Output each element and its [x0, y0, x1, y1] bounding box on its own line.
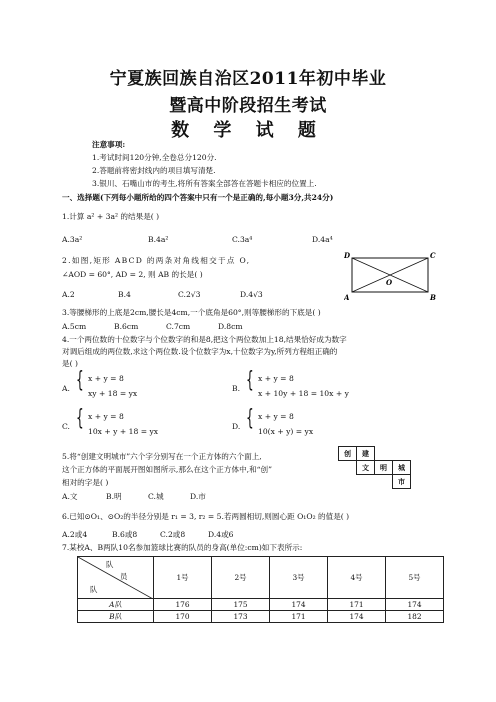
- corner-label-mid: 员: [120, 572, 128, 581]
- table-corner-cell: [78, 557, 154, 599]
- table-cell: 174: [386, 599, 444, 611]
- q6-option-b: B.6或8: [112, 530, 138, 539]
- question-5-line1: 5.将“创建文明城市”六个字分别写在一个正方体的六个面上,: [62, 452, 262, 461]
- net-cell-cheng: 城: [393, 461, 411, 475]
- table-row: [78, 599, 444, 611]
- table-cell: 182: [386, 611, 444, 623]
- q4-option-b-eq2: x + 10y + 18 = 10x + y: [258, 389, 349, 398]
- question-3-stem: 3.等腰梯形的上底是2cm,腰长是4cm,一个底角是60°,则等腰梯形的下底是( ): [62, 308, 321, 317]
- question-1-stem: 1.计算 a² + 3a² 的结果是( ): [62, 212, 160, 221]
- q4-option-a-eq1: x + y = 8: [88, 374, 124, 383]
- table-header-1: 1号: [154, 557, 212, 599]
- q3-option-c: C.7cm: [166, 322, 191, 331]
- net-cell-jian: 建: [357, 447, 375, 461]
- q3-option-b: B.6cm: [114, 322, 139, 331]
- q3-option-d: D.8cm: [218, 322, 243, 331]
- question-5-line2: 这个正方体的平面展开图如图所示,那么在这个正方体中,和“创”: [62, 465, 273, 474]
- q4-option-c-eq2: 10x + y + 18 = yx: [88, 427, 159, 436]
- q4-option-d-brace: {: [246, 406, 254, 431]
- question-4-line3: 是( ): [62, 359, 78, 368]
- q5-option-b: B.明: [106, 492, 122, 501]
- table-cell: 176: [154, 599, 212, 611]
- label-a: A: [344, 293, 350, 302]
- q2-option-a: A.2: [62, 290, 75, 299]
- table-header-2: 2号: [212, 557, 270, 599]
- label-c: C: [430, 251, 436, 260]
- note-item-3: 3.银川、石嘴山市的考生,将所有答案全部答在答题卡相应的位置上.: [92, 179, 317, 188]
- question-7-stem: 7.某校A、B两队10名参加篮球比赛的队员的身高(单位:cm)如下表所示:: [62, 543, 303, 552]
- table-cell: 171: [270, 611, 328, 623]
- corner-label-top: 队: [106, 560, 114, 569]
- q1-option-d: D.4a⁴: [312, 235, 333, 244]
- net-cell-wen: 文: [357, 461, 375, 475]
- q1-option-c: C.3a⁴: [232, 235, 253, 244]
- q5-option-a: A.文: [62, 492, 78, 501]
- net-cell-ming: 明: [375, 461, 393, 475]
- question-5-line3: 相对的字是( ): [62, 478, 109, 487]
- row-team-a: A队: [78, 599, 154, 611]
- q4-option-d-eq1: x + y = 8: [258, 412, 294, 421]
- table-cell: 173: [212, 611, 270, 623]
- q4-option-a-brace: {: [76, 368, 84, 393]
- q6-option-c: C.2或8: [160, 530, 186, 539]
- table-cell: 174: [270, 599, 328, 611]
- question-4-line2: 对调后组成的两位数,求这个两位数.设个位数字为x,十位数字为y,所列方程组正确的: [62, 347, 338, 356]
- q2-option-b: B.4: [118, 290, 131, 299]
- q5-option-d: D.市: [190, 492, 206, 501]
- q4-option-a-eq2: xy + 18 = yx: [88, 389, 138, 398]
- q5-option-c: C.城: [148, 492, 164, 501]
- q4-option-c-brace: {: [76, 406, 84, 431]
- q4-option-d-eq2: 10(x + y) = yx: [258, 427, 314, 436]
- table-header-4: 4号: [328, 557, 386, 599]
- question-2-line1: 2.如图,矩形 ABCD 的两条对角线相交于点 O,: [62, 256, 251, 265]
- label-d: D: [344, 251, 351, 260]
- corner-label-bottom: 队: [90, 585, 98, 594]
- note-item-2: 2.答题前将密封线内的项目填写清楚.: [92, 166, 216, 175]
- q1-option-a: A.3a²: [62, 235, 83, 244]
- q6-option-d: D.4或6: [208, 530, 234, 539]
- q4-option-c-eq1: x + y = 8: [88, 412, 124, 421]
- q4-option-b-brace: {: [246, 368, 254, 393]
- table-row: [78, 611, 444, 623]
- table-cell: 175: [212, 599, 270, 611]
- q4-option-b-label: B.: [232, 384, 240, 393]
- height-table: [77, 556, 444, 623]
- table-header-3: 3号: [270, 557, 328, 599]
- q4-option-a-label: A.: [62, 384, 70, 393]
- q2-option-d: D.4√3: [240, 290, 263, 299]
- label-o: O: [386, 278, 393, 287]
- q1-option-b: B.4a²: [148, 235, 169, 244]
- q6-option-a: A.2或4: [62, 530, 88, 539]
- note-item-1: 1.考试时间120分钟,全卷总分120分.: [92, 153, 217, 162]
- q4-option-b-eq1: x + y = 8: [258, 374, 294, 383]
- question-6-stem: 6.已知⊙O₁、⊙O₂的半径分别是 r₁ = 3, r₂ = 5.若两圆相切,则圆心距 O₁O₂ 的值是( ): [62, 512, 350, 521]
- section-title: 一、选择题(下列每小题所给的四个答案中只有一个是正确的,每小题3分,共24分): [62, 193, 334, 202]
- notes-title: 注意事项:: [92, 140, 126, 149]
- net-cell-chuang: 创: [339, 447, 357, 461]
- rectangle-figure: [344, 250, 436, 302]
- exam-title-line2: 暨高中阶段招生考试: [169, 96, 327, 116]
- q4-option-c-label: C.: [62, 422, 70, 431]
- net-cell-shi: 市: [393, 475, 411, 489]
- cube-net-figure: [338, 446, 411, 489]
- table-cell: 170: [154, 611, 212, 623]
- q2-option-c: C.2√3: [178, 290, 201, 299]
- table-cell: 171: [328, 599, 386, 611]
- q4-option-d-label: D.: [232, 422, 241, 431]
- question-2-line2: ∠AOD = 60°, AD = 2, 则 AB 的长是( ): [62, 270, 203, 279]
- exam-subject-title: 数 学 试 题: [171, 120, 325, 141]
- table-cell: 174: [328, 611, 386, 623]
- q3-option-a: A.5cm: [62, 322, 87, 331]
- exam-title-line1: 宁夏族回族自治区2011年初中毕业: [109, 69, 387, 89]
- row-team-b: B队: [78, 611, 154, 623]
- question-4-line1: 4.一个两位数的十位数字与个位数字的和是8,把这个两位数加上18,结果恰好成为数字: [62, 335, 347, 344]
- table-header-5: 5号: [386, 557, 444, 599]
- label-b: B: [430, 293, 436, 302]
